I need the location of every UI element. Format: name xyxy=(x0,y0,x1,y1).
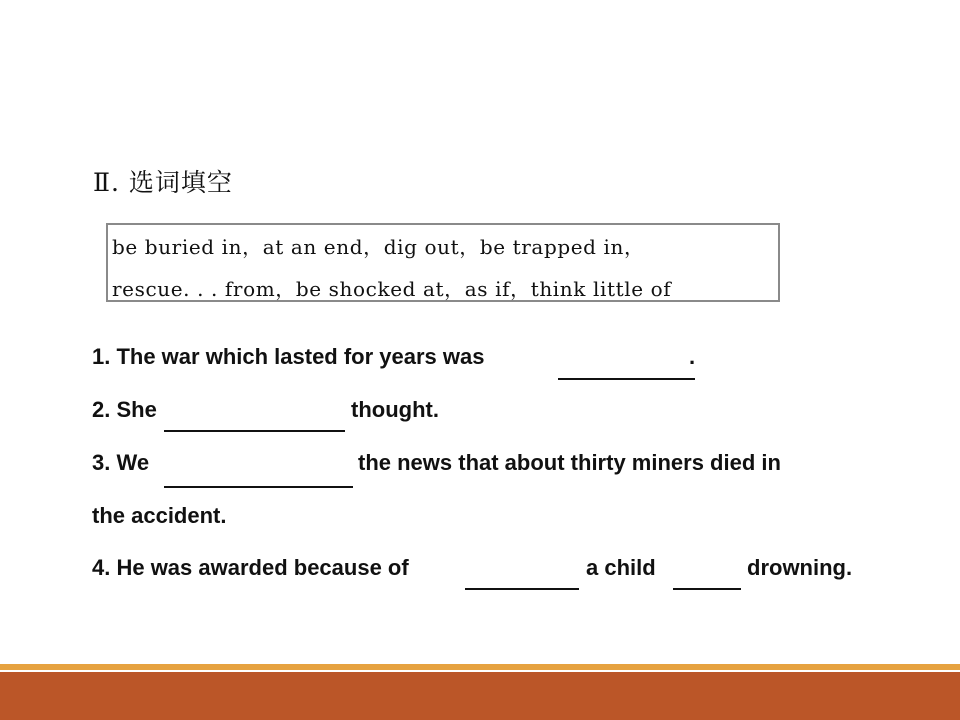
question-1-blank xyxy=(558,378,695,380)
question-4-suffix: drowning. xyxy=(747,555,853,580)
word-bank-line-2: rescue. . . from，be shocked at，as if，think little of xyxy=(112,277,672,301)
question-2-suffix: thought. xyxy=(351,397,439,422)
question-2-blank xyxy=(164,430,345,432)
question-4-prefix: 4. He was awarded because of xyxy=(92,555,409,580)
section-heading: Ⅱ. 选词填空 xyxy=(93,168,233,197)
question-4-blank-2 xyxy=(673,588,741,590)
question-3-blank xyxy=(164,486,353,488)
question-4-blank-1 xyxy=(465,588,579,590)
question-3-continuation: the accident. xyxy=(92,503,227,528)
question-1-suffix: . xyxy=(689,344,696,369)
question-2-prefix: 2. She xyxy=(92,397,157,422)
question-3-prefix: 3. We xyxy=(92,450,150,475)
footer-accent-line xyxy=(0,664,960,670)
word-bank-box xyxy=(106,223,780,302)
word-bank-line-1: be buried in，at an end，dig out，be trapped in， xyxy=(112,235,645,259)
question-3-suffix: the news that about thirty miners died in xyxy=(358,450,781,475)
footer-band xyxy=(0,672,960,720)
question-1-prefix: 1. The war which lasted for years was xyxy=(92,344,485,369)
question-4-middle: a child xyxy=(586,555,656,580)
